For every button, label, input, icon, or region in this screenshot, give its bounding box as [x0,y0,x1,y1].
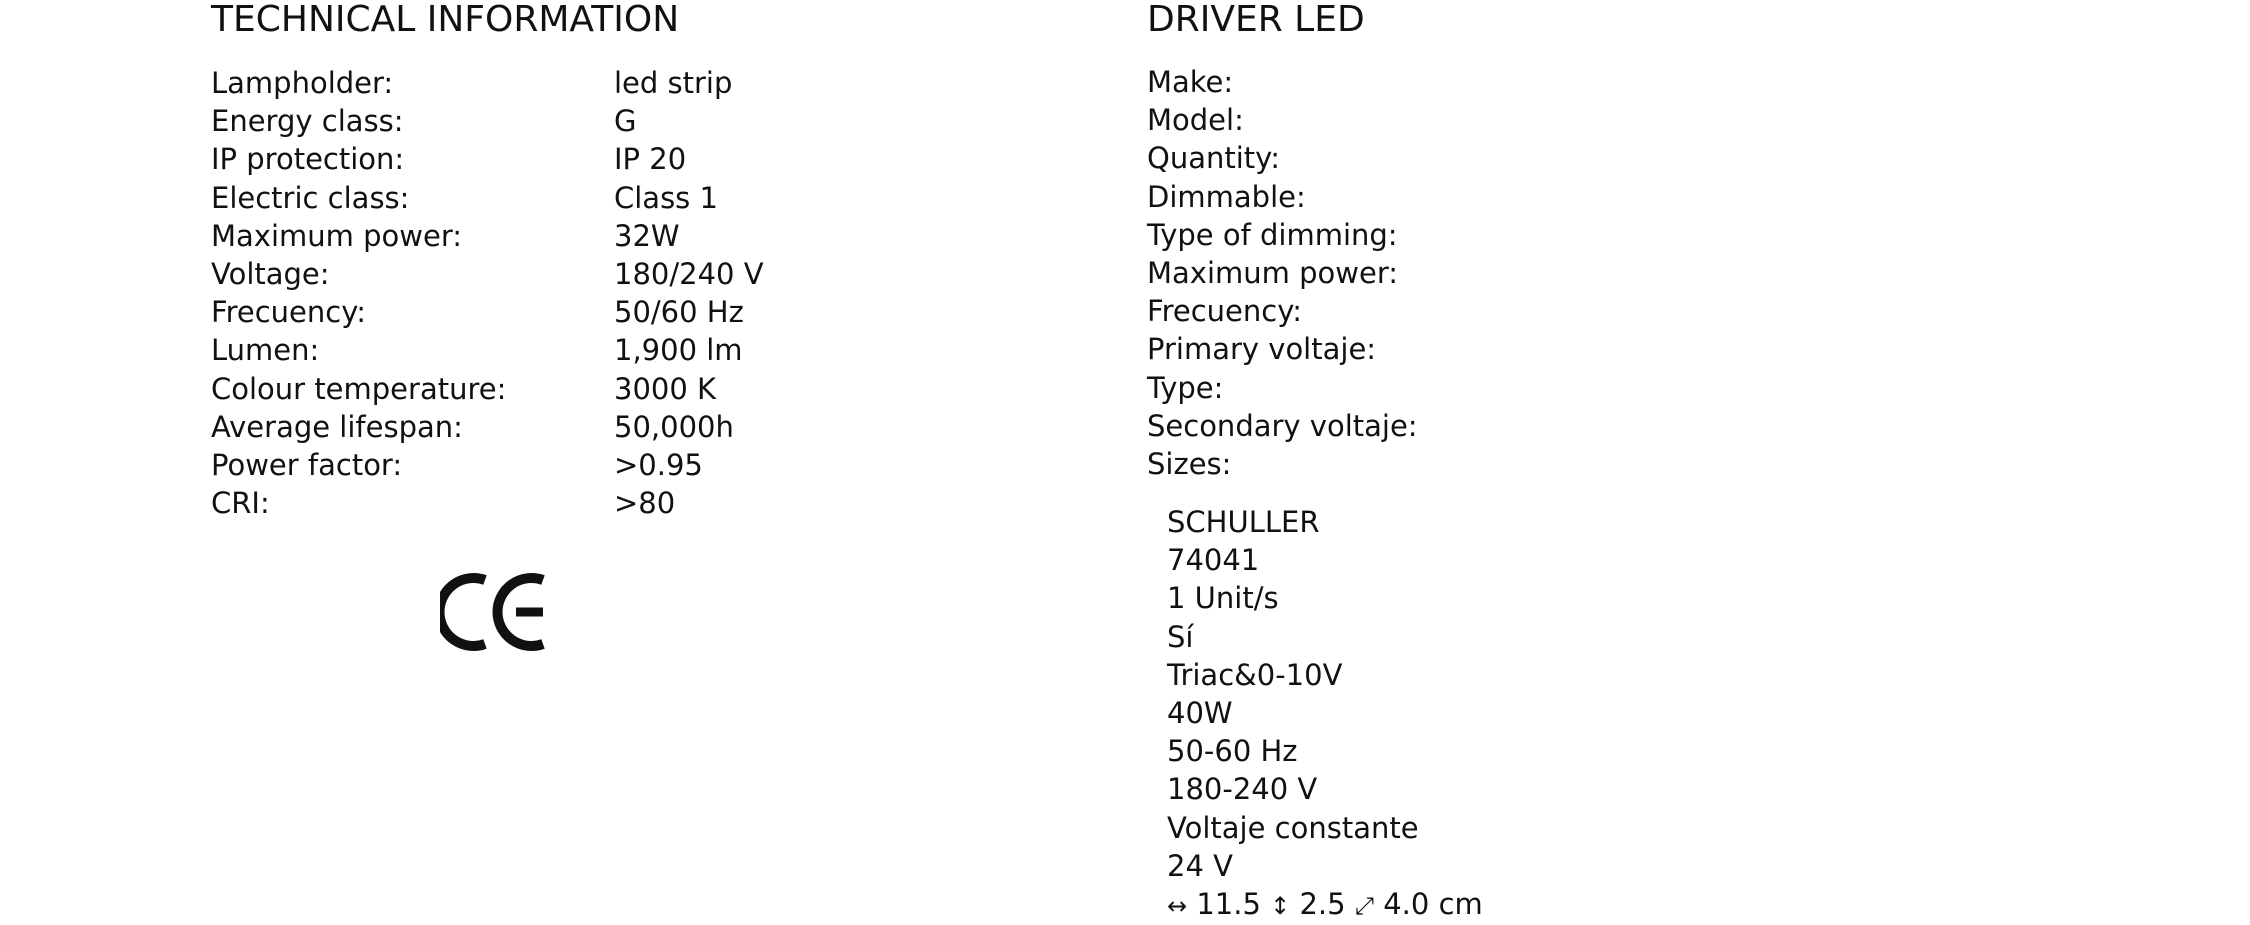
spec-label: Power factor: [211,447,403,482]
spec-label: Lumen: [211,333,320,368]
spec-row-colour-temperature [211,370,911,408]
spec-label: Energy class: [211,104,404,139]
driver-label-type-of-dimming: Type of dimming: [1147,217,1398,252]
driver-value-make: SCHULLER [1167,505,1320,539]
driver-value-type: Voltaje constante [1167,810,1419,845]
driver-label-maximum-power: Maximum power: [1147,255,1399,290]
spec-row-ip-protection [211,140,911,178]
spec-row-average-lifespan [211,408,911,446]
spec-label: Maximum power: [211,218,463,253]
spec-value: >80 [614,486,676,521]
technical-information-list [211,64,911,522]
spec-label: Frecuency: [211,295,367,330]
spec-row-cri [211,484,911,522]
driver-value-primary-voltage: 180-240 V [1167,772,1318,807]
driver-value-maximum-power: 40W [1167,695,1233,730]
spec-value: 3000 K [614,371,717,406]
spec-value: Class 1 [614,180,718,215]
technical-information-title: TECHNICAL INFORMATION [211,0,680,40]
size-height: 2.5 [1299,886,1346,921]
spec-row-lumen [211,331,911,369]
spec-label: Colour temperature: [211,371,507,406]
driver-value-model: 74041 [1167,543,1260,578]
spec-label: Electric class: [211,180,410,215]
driver-label-frequency: Frecuency: [1147,294,1303,329]
driver-label-sizes: Sizes: [1147,446,1232,481]
spec-row-energy-class [211,102,911,140]
driver-label-secondary-voltage: Secondary voltaje: [1147,408,1418,443]
size-depth: 4.0 [1383,886,1430,921]
driver-led-title: DRIVER LED [1147,0,1365,40]
spec-value: IP 20 [614,142,687,177]
driver-value-dimmable: Sí [1167,619,1194,654]
spec-value: 32W [614,218,680,253]
spec-row-maximum-power [211,217,911,255]
spec-row-power-factor [211,446,911,484]
spec-label: CRI: [211,486,270,521]
width-arrow-icon: ↔ [1167,891,1188,920]
spec-label: Voltage: [211,256,330,291]
spec-value: led strip [614,66,733,100]
driver-value-sizes [1167,885,1667,923]
driver-value-secondary-voltage: 24 V [1167,848,1233,883]
driver-led-value-list [1167,503,1667,923]
driver-label-make: Make: [1147,65,1234,99]
spec-row-lampholder [211,64,911,102]
spec-row-electric-class [211,179,911,217]
spec-row-voltage [211,255,911,293]
spec-row-frequency [211,293,911,331]
spec-value: 180/240 V [614,256,764,291]
size-width: 11.5 [1196,886,1261,921]
driver-value-quantity: 1 Unit/s [1167,581,1279,616]
depth-arrow-icon: ⤢ [1354,891,1374,920]
spec-value: >0.95 [614,447,703,482]
spec-value: 50/60 Hz [614,295,744,330]
driver-label-model: Model: [1147,103,1244,138]
driver-label-quantity: Quantity: [1147,141,1280,176]
spec-label: IP protection: [211,142,405,177]
driver-value-frequency: 50-60 Hz [1167,734,1298,769]
spec-value: 1,900 lm [614,333,743,368]
driver-label-type: Type: [1147,370,1224,405]
size-unit: cm [1438,886,1483,921]
spec-label: Lampholder: [211,66,394,100]
ce-mark-icon [440,568,548,656]
driver-label-primary-voltage: Primary voltaje: [1147,332,1377,367]
driver-label-dimmable: Dimmable: [1147,179,1306,214]
driver-value-type-of-dimming: Triac&0-10V [1167,657,1343,692]
height-arrow-icon: ↕ [1270,891,1291,920]
spec-label: Average lifespan: [211,409,463,444]
spec-value: 50,000h [614,409,734,444]
spec-value: G [614,104,637,139]
driver-led-label-list [1147,63,1647,483]
